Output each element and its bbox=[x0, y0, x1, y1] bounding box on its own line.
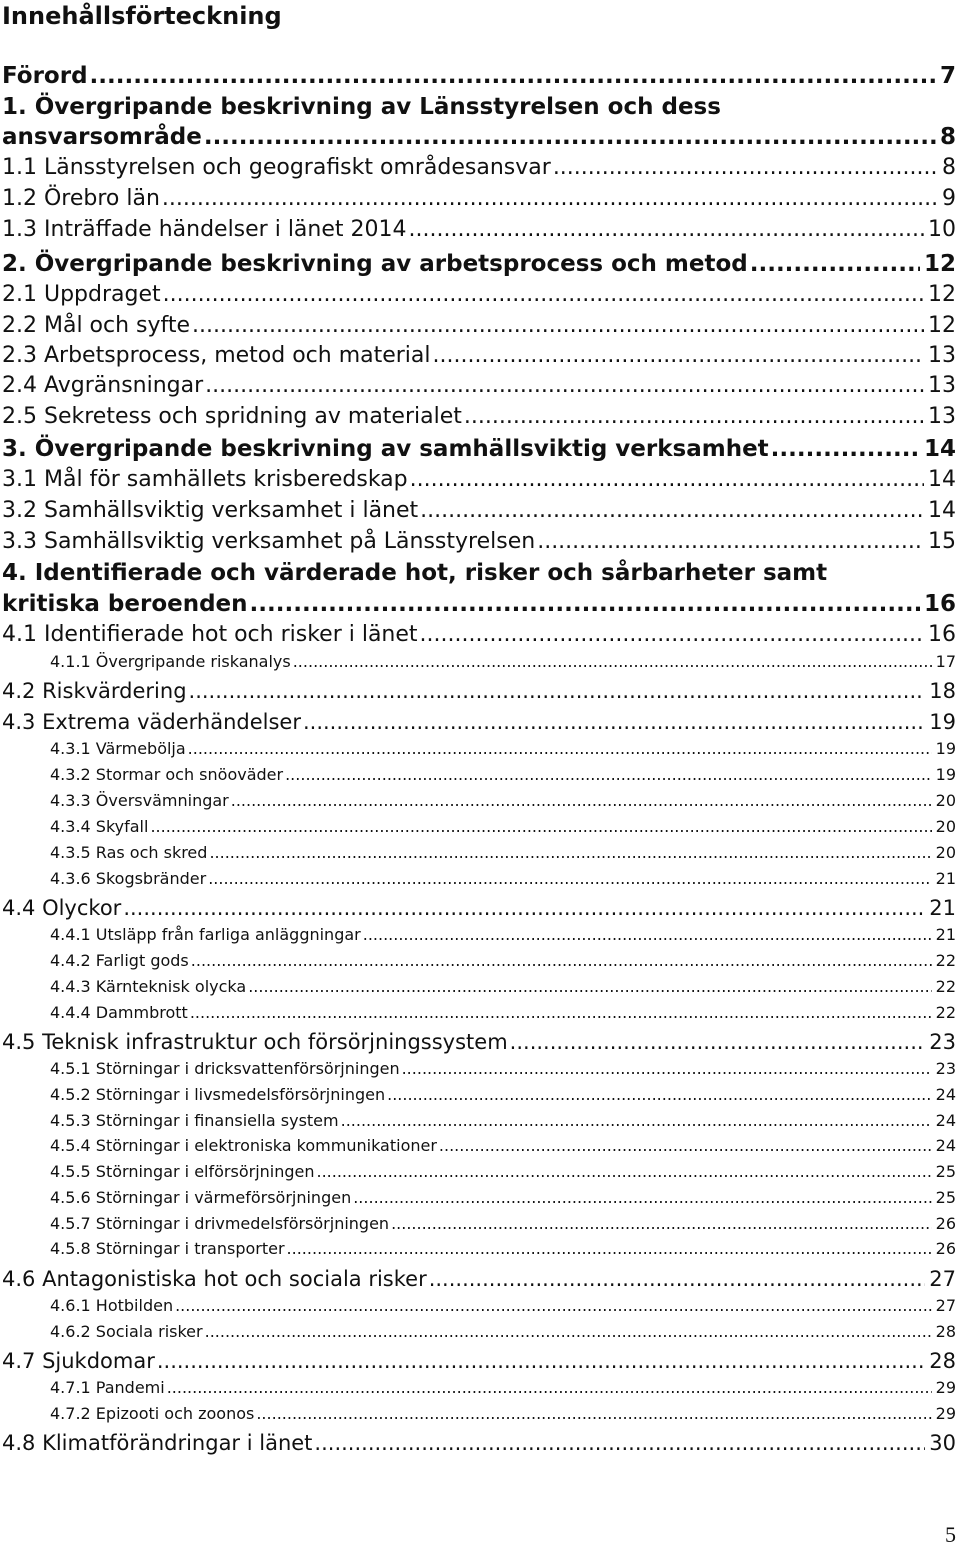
toc-entry[interactable]: 4.5.3 Störningar i finansiella system ..... 24 bbox=[50, 1110, 956, 1132]
toc-entry[interactable]: 4.6 Antagonistiska hot och sociala risker ..... 27 bbox=[2, 1264, 956, 1294]
toc-heading: Innehållsförteckning bbox=[2, 2, 282, 30]
toc-entry[interactable]: 1.2 Örebro län ..... 9 bbox=[2, 184, 956, 214]
toc-entry[interactable]: 2. Övergripande beskrivning av arbetsprocess och metod ..... 12 bbox=[2, 249, 956, 279]
toc-entry[interactable]: 4.3.5 Ras och skred ..... 20 bbox=[50, 842, 956, 864]
toc-entry[interactable]: 4.5.2 Störningar i livsmedelsförsörjningen ..... 24 bbox=[50, 1084, 956, 1106]
toc-entry[interactable]: 1. Övergripande beskrivning av Länsstyrelsen och dess bbox=[2, 94, 721, 120]
toc-entry[interactable]: 4.3.6 Skogsbränder ..... 21 bbox=[50, 868, 956, 890]
toc-entry[interactable]: 2.3 Arbetsprocess, metod och material ..... 13 bbox=[2, 341, 956, 371]
toc-entry[interactable]: 4.5.4 Störningar i elektroniska kommunikationer ..... 24 bbox=[50, 1135, 956, 1157]
toc-entry[interactable]: 1.3 Inträffade händelser i länet 2014 ..... 10 bbox=[2, 215, 956, 245]
toc-entry[interactable]: 4.6.2 Sociala risker ..... 28 bbox=[50, 1321, 956, 1343]
toc-entry[interactable]: 4.2 Riskvärdering ..... 18 bbox=[2, 676, 956, 706]
toc-entry[interactable]: 4.4.1 Utsläpp från farliga anläggningar ..... 21 bbox=[50, 924, 956, 946]
toc-entry[interactable]: 4.3.3 Översvämningar ..... 20 bbox=[50, 790, 956, 812]
toc-entry[interactable]: ansvarsområde ..... 8 bbox=[2, 122, 956, 152]
toc-entry[interactable]: 4.6.1 Hotbilden ..... 27 bbox=[50, 1295, 956, 1317]
toc-entry[interactable]: 4.5.7 Störningar i drivmedelsförsörjningen ..... 26 bbox=[50, 1213, 956, 1235]
toc-entry[interactable]: 4.4.2 Farligt gods ..... 22 bbox=[50, 950, 956, 972]
toc-entry[interactable]: 4.3.1 Värmebölja ..... 19 bbox=[50, 738, 956, 760]
toc-entry[interactable]: 2.1 Uppdraget ..... 12 bbox=[2, 280, 956, 310]
page-number: 5 bbox=[945, 1522, 956, 1547]
toc-entry[interactable]: 4.8 Klimatförändringar i länet ..... 30 bbox=[2, 1428, 956, 1458]
toc-entry[interactable]: 4.3 Extrema väderhändelser ..... 19 bbox=[2, 707, 956, 737]
toc-entry[interactable]: 1.1 Länsstyrelsen och geografiskt områdesansvar ..... 8 bbox=[2, 153, 956, 183]
toc-entry[interactable]: kritiska beroenden ..... 16 bbox=[2, 589, 956, 619]
toc-entry[interactable]: 4.7.2 Epizooti och zoonos ..... 29 bbox=[50, 1403, 956, 1425]
toc-entry[interactable]: 3.1 Mål för samhällets krisberedskap ..... 14 bbox=[2, 465, 956, 495]
toc-entry[interactable]: 4.3.4 Skyfall ..... 20 bbox=[50, 816, 956, 838]
toc-entry[interactable]: 4.5.8 Störningar i transporter ..... 26 bbox=[50, 1238, 956, 1260]
toc-entry[interactable]: 4. Identifierade och värderade hot, risker och sårbarheter samt bbox=[2, 560, 828, 586]
toc-entry[interactable]: 4.5.5 Störningar i elförsörjningen ..... 25 bbox=[50, 1161, 956, 1183]
toc-entry[interactable]: 4.1 Identifierade hot och risker i länet ..... 16 bbox=[2, 620, 956, 650]
toc-entry[interactable]: 3.3 Samhällsviktig verksamhet på Länsstyrelsen ..... 15 bbox=[2, 527, 956, 557]
toc-entry[interactable]: 4.5.1 Störningar i dricksvattenförsörjningen ..... 23 bbox=[50, 1058, 956, 1080]
toc-entry[interactable]: 4.5 Teknisk infrastruktur och försörjningssystem ..... 23 bbox=[2, 1027, 956, 1057]
toc-entry[interactable]: 4.4 Olyckor ..... 21 bbox=[2, 893, 956, 923]
toc-entry[interactable]: 2.5 Sekretess och spridning av materialet ..... 13 bbox=[2, 402, 956, 432]
toc-entry[interactable]: 2.2 Mål och syfte ..... 12 bbox=[2, 311, 956, 341]
toc-entry[interactable]: 2.4 Avgränsningar ..... 13 bbox=[2, 371, 956, 401]
toc-entry[interactable]: 4.1.1 Övergripande riskanalys ..... 17 bbox=[50, 651, 956, 673]
toc-entry[interactable]: 4.5.6 Störningar i värmeförsörjningen ..... 25 bbox=[50, 1187, 956, 1209]
toc-entry[interactable]: 4.7.1 Pandemi ..... 29 bbox=[50, 1377, 956, 1399]
toc-entry[interactable]: 4.7 Sjukdomar ..... 28 bbox=[2, 1346, 956, 1376]
toc-entry[interactable]: 4.4.4 Dammbrott ..... 22 bbox=[50, 1002, 956, 1024]
toc-entry[interactable]: 4.4.3 Kärnteknisk olycka ..... 22 bbox=[50, 976, 956, 998]
toc-entry[interactable]: 3.2 Samhällsviktig verksamhet i länet ..... 14 bbox=[2, 496, 956, 526]
toc-entry[interactable]: 3. Övergripande beskrivning av samhällsviktig verksamhet ..... 14 bbox=[2, 434, 956, 464]
toc-entry[interactable]: Förord ..... 7 bbox=[2, 61, 956, 91]
toc-entry[interactable]: 4.3.2 Stormar och snöoväder ..... 19 bbox=[50, 764, 956, 786]
